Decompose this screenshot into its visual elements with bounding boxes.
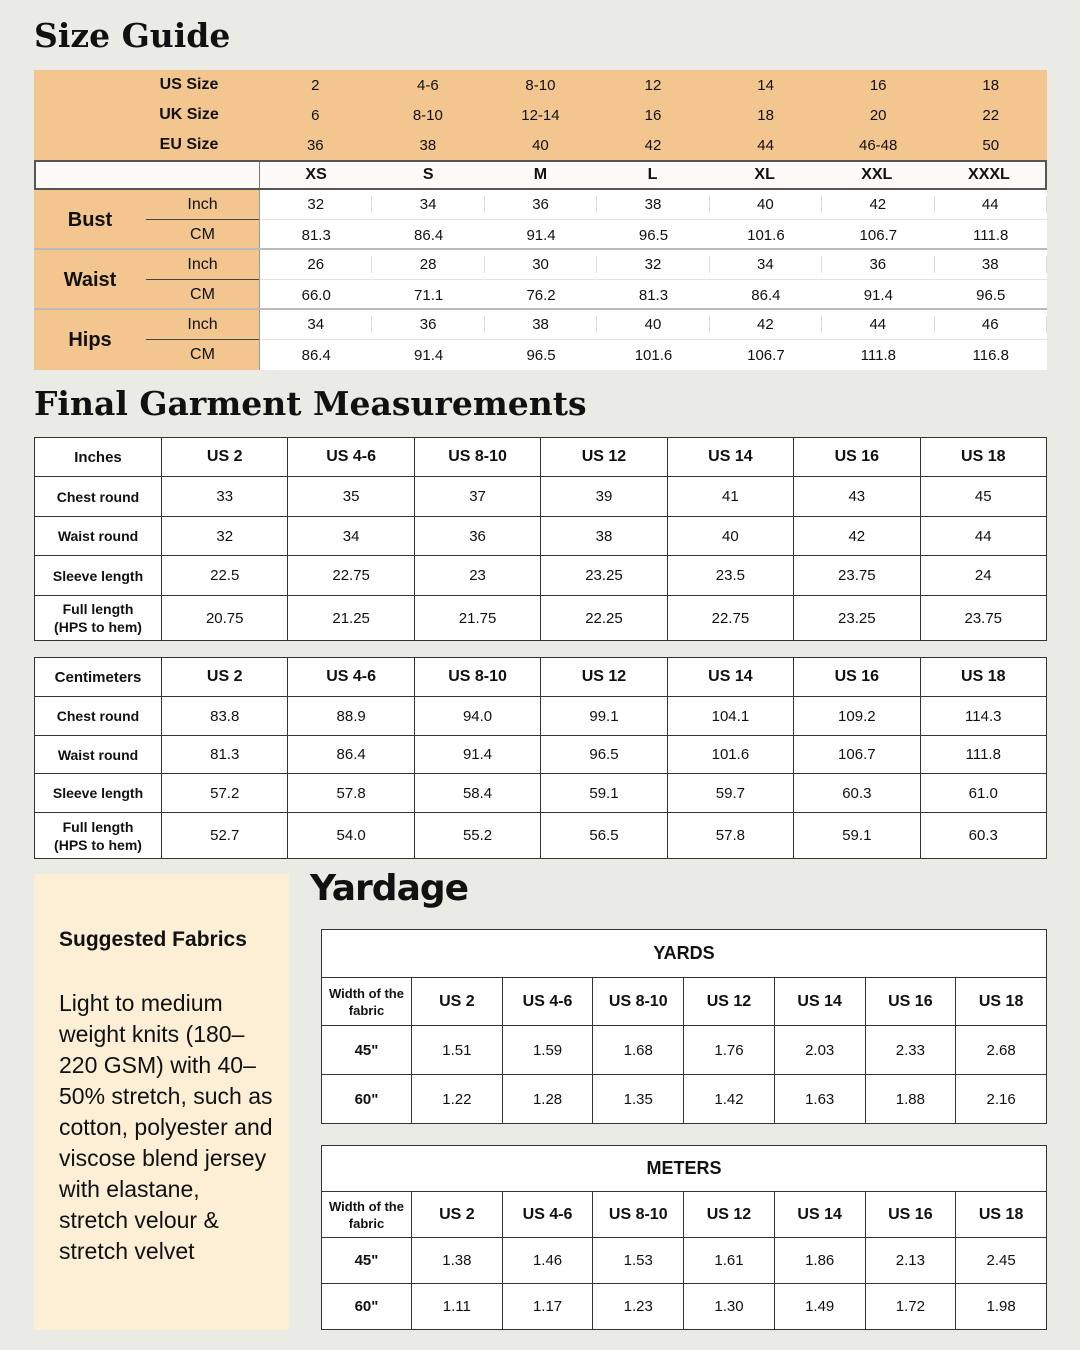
cell: 37 (414, 477, 540, 517)
cell: 40 (667, 517, 793, 556)
measure-name: Bust (67, 208, 113, 231)
row-label-line: Full length (62, 601, 134, 617)
cell: 36 (414, 517, 540, 556)
cell: 91.4 (414, 346, 444, 364)
cell: 12-14 (521, 106, 560, 124)
cell: 22.25 (541, 596, 667, 641)
yardage-caption: YARDS (322, 930, 1047, 978)
cell: 42 (710, 316, 822, 333)
cell: 23.5 (667, 556, 793, 596)
letter-size: XL (754, 166, 775, 183)
cell: 36 (822, 256, 934, 273)
width-label-line: Width of the (329, 1198, 404, 1214)
cell: 54.0 (288, 813, 414, 859)
row-label-line: Waist round (57, 528, 139, 544)
size-guide-title: Size Guide (34, 16, 231, 55)
cell: 1.53 (593, 1238, 684, 1284)
size-header: US 14 (774, 978, 865, 1026)
uk-size-row (34, 100, 1047, 130)
table-row (35, 477, 1047, 517)
cell: 58.4 (414, 774, 540, 813)
table-row (35, 556, 1047, 596)
cell: 36 (306, 136, 324, 154)
row-label: UK Size (159, 106, 219, 123)
cell: 111.8 (860, 346, 896, 364)
cell: 114.3 (920, 697, 1046, 736)
table-row (35, 697, 1047, 736)
unit-label: CM (190, 286, 215, 303)
size-header: US 4-6 (288, 438, 414, 477)
cell: 33 (162, 477, 288, 517)
cell: 56.5 (541, 813, 667, 859)
cell: 1.38 (412, 1238, 503, 1284)
cell: 1.63 (774, 1075, 865, 1124)
size-header: US 2 (412, 1192, 503, 1238)
cell: 2.03 (774, 1026, 865, 1075)
cell: 101.6 (634, 346, 673, 364)
cell: 86.4 (414, 226, 444, 244)
row-label (35, 477, 162, 517)
header-row (322, 978, 1047, 1026)
cell: 46-48 (858, 136, 898, 154)
cell: 1.11 (412, 1284, 503, 1330)
cell: 106.7 (747, 346, 785, 364)
cell: 20 (869, 106, 887, 124)
unit-header: Centimeters (35, 658, 162, 697)
table-row (35, 736, 1047, 774)
cell: 22 (982, 106, 1000, 124)
yardage-yards-table (321, 929, 1047, 1124)
cell: 8-10 (525, 76, 556, 94)
cell: 61.0 (920, 774, 1046, 813)
cell: 1.42 (684, 1075, 775, 1124)
cell: 44 (822, 316, 934, 333)
cell: 32 (260, 196, 372, 213)
letter-size: S (422, 166, 434, 183)
unit-label: CM (190, 226, 215, 243)
cell: 1.51 (412, 1026, 503, 1075)
cell: 96.5 (976, 286, 1006, 304)
cell: 1.22 (412, 1075, 503, 1124)
row-label-line: Sleeve length (52, 785, 144, 801)
cell: 16 (869, 76, 887, 94)
cell: 16 (644, 106, 662, 124)
cell: 14 (757, 76, 774, 94)
cell: 2.68 (956, 1026, 1047, 1075)
cell: 55.2 (414, 813, 540, 859)
row-label (35, 774, 162, 813)
row-label-line: (HPS to hem) (54, 836, 142, 853)
cell: 1.72 (865, 1284, 956, 1330)
cell: 4-6 (417, 76, 439, 94)
cell: 26 (260, 256, 372, 273)
letter-size: L (647, 166, 658, 183)
cell: 81.3 (638, 286, 669, 304)
cell: 20.75 (162, 596, 288, 641)
measure-name: Waist (63, 268, 117, 291)
unit-label: CM (190, 346, 215, 363)
size-header: US 18 (920, 438, 1046, 477)
size-header: US 12 (684, 978, 775, 1026)
cell: 59.1 (541, 774, 667, 813)
size-header: US 14 (774, 1192, 865, 1238)
cell: 1.17 (502, 1284, 593, 1330)
row-label (35, 556, 162, 596)
size-header: US 18 (956, 1192, 1047, 1238)
suggested-fabrics-panel (34, 874, 289, 1330)
cell: 1.76 (684, 1026, 775, 1075)
cell: 1.98 (956, 1284, 1047, 1330)
size-header: US 18 (920, 658, 1046, 697)
cell: 22.75 (667, 596, 793, 641)
cell: 52.7 (162, 813, 288, 859)
cell: 2.13 (865, 1238, 956, 1284)
cell: 57.8 (288, 774, 414, 813)
cell: 6 (311, 106, 320, 124)
row-label: 45" (322, 1026, 412, 1075)
cell: 36 (485, 196, 597, 213)
cell: 44 (935, 196, 1047, 213)
garment-title: Final Garment Measurements (34, 384, 587, 423)
cell: 24 (920, 556, 1046, 596)
size-header: US 2 (412, 978, 503, 1026)
cell: 44 (920, 517, 1046, 556)
cell: 94.0 (414, 697, 540, 736)
cell: 23.75 (920, 596, 1046, 641)
cell: 38 (935, 256, 1047, 273)
cell: 1.59 (502, 1026, 593, 1075)
cell: 111.8 (973, 226, 1009, 244)
cell: 96.5 (526, 346, 556, 364)
cell: 34 (288, 517, 414, 556)
cell: 111.8 (920, 736, 1046, 774)
row-label-line: Waist round (57, 746, 139, 763)
row-label-line: Full length (62, 818, 134, 835)
cell: 109.2 (794, 697, 920, 736)
cell: 34 (260, 316, 372, 333)
cell: 101.6 (747, 226, 785, 244)
garment-cm-table (34, 657, 1047, 859)
unit-label: Inch (187, 196, 218, 213)
cell: 38 (541, 517, 667, 556)
unit-header: Inches (35, 438, 162, 477)
measure-block-bust (34, 190, 1047, 250)
cell: 23.25 (541, 556, 667, 596)
unit-label: Inch (187, 256, 218, 273)
cell: 104.1 (667, 697, 793, 736)
cell: 40 (597, 316, 709, 333)
cell: 38 (419, 136, 437, 154)
fabrics-heading: Suggested Fabrics (59, 928, 247, 951)
cell: 42 (822, 196, 934, 213)
cell: 1.28 (502, 1075, 593, 1124)
measure-block-waist (34, 250, 1047, 310)
size-header: US 4-6 (502, 978, 593, 1026)
cell: 50 (982, 136, 1000, 154)
size-header: US 18 (956, 978, 1047, 1026)
fabrics-text: Light to medium weight knits (180–220 GSM) with 40–50% stretch, such as cotton, polyester and viscose blend jersey with elastane, stretch velour & stretch velvet (59, 990, 273, 1264)
cell: 36 (372, 316, 484, 333)
cell: 60.3 (920, 813, 1046, 859)
width-label-line: fabric (348, 1002, 385, 1018)
size-header: US 14 (667, 438, 793, 477)
eu-size-row (34, 130, 1047, 160)
size-header: US 16 (794, 438, 920, 477)
us-size-row (34, 70, 1047, 100)
cell: 71.1 (414, 286, 444, 304)
cell: 30 (485, 256, 597, 273)
size-header: US 12 (541, 438, 667, 477)
cell: 2.16 (956, 1075, 1047, 1124)
row-label (35, 697, 162, 736)
cell: 91.4 (526, 226, 556, 244)
cell: 2.45 (956, 1238, 1047, 1284)
row-label-line: Chest round (56, 488, 140, 505)
cell: 81.3 (162, 736, 288, 774)
row-label (35, 596, 162, 641)
cell: 106.7 (794, 736, 920, 774)
cell: 66.0 (301, 286, 331, 304)
cell: 88.9 (288, 697, 414, 736)
cell: 60.3 (794, 774, 920, 813)
cell: 1.46 (502, 1238, 593, 1284)
cell: 1.68 (593, 1026, 684, 1075)
size-header: US 4-6 (502, 1192, 593, 1238)
cell: 21.75 (414, 596, 540, 641)
row-label-line: Sleeve length (52, 567, 144, 584)
header-row (322, 1192, 1047, 1238)
cell: 86.4 (751, 286, 781, 304)
cell: 32 (162, 517, 288, 556)
cell: 45 (920, 477, 1046, 517)
row-label: 60" (322, 1075, 412, 1124)
cell: 12 (644, 76, 662, 94)
cell: 42 (644, 136, 662, 154)
table-row (35, 813, 1047, 859)
cell: 116.8 (972, 346, 1009, 364)
cell: 86.4 (288, 736, 414, 774)
table-row (35, 774, 1047, 813)
cell: 1.30 (684, 1284, 775, 1330)
cell: 1.23 (593, 1284, 684, 1330)
table-row (322, 1284, 1047, 1330)
table-row (35, 517, 1047, 556)
cell: 1.88 (865, 1075, 956, 1124)
cell: 83.8 (162, 697, 288, 736)
cell: 99.1 (541, 697, 667, 736)
cell: 18 (982, 76, 1000, 94)
yardage-caption: METERS (322, 1146, 1047, 1192)
cell: 40 (532, 136, 549, 154)
cell: 39 (541, 477, 667, 517)
size-header: US 16 (865, 978, 956, 1026)
cell: 38 (485, 316, 597, 333)
cell: 81.3 (301, 226, 331, 244)
garment-inches-table (34, 437, 1047, 641)
cell: 96.5 (541, 736, 667, 774)
cell: 101.6 (667, 736, 793, 774)
size-header: US 2 (162, 658, 288, 697)
unit-label: Inch (187, 316, 218, 333)
width-label (322, 1192, 412, 1238)
yardage-meters-table (321, 1145, 1047, 1330)
size-header: US 8-10 (593, 1192, 684, 1238)
size-header: US 8-10 (414, 658, 540, 697)
cell: 1.61 (684, 1238, 775, 1284)
row-label: EU Size (159, 136, 219, 153)
size-header: US 2 (162, 438, 288, 477)
cell: 32 (597, 256, 709, 273)
cell: 1.35 (593, 1075, 684, 1124)
table-row (322, 1026, 1047, 1075)
row-label: 45" (322, 1238, 412, 1284)
table-row (322, 1238, 1047, 1284)
letter-size: XXXL (968, 166, 1010, 183)
size-header: US 16 (794, 658, 920, 697)
cell: 91.4 (863, 286, 893, 304)
size-header: US 4-6 (288, 658, 414, 697)
cell: 1.86 (774, 1238, 865, 1284)
cell: 96.5 (638, 226, 669, 244)
size-guide-table (34, 70, 1047, 370)
cell: 46 (935, 316, 1047, 333)
cell: 91.4 (414, 736, 540, 774)
row-label (35, 736, 162, 774)
cell: 34 (710, 256, 822, 273)
size-header: US 16 (865, 1192, 956, 1238)
cell: 40 (710, 196, 822, 213)
cell: 2 (311, 76, 320, 94)
measure-block-hips (34, 310, 1047, 370)
table-row (322, 1075, 1047, 1124)
size-header: US 12 (684, 1192, 775, 1238)
letter-size-row (34, 160, 1047, 190)
letter-size: M (533, 166, 548, 183)
size-header: US 8-10 (414, 438, 540, 477)
header-row (35, 438, 1047, 477)
cell: 59.7 (667, 774, 793, 813)
cell: 42 (794, 517, 920, 556)
row-label (35, 813, 162, 859)
cell: 1.49 (774, 1284, 865, 1330)
cell: 22.5 (162, 556, 288, 596)
table-row (35, 596, 1047, 641)
cell: 76.2 (526, 286, 556, 304)
cell: 8-10 (412, 106, 443, 124)
cell: 21.25 (288, 596, 414, 641)
cell: 44 (757, 136, 774, 154)
size-header: US 8-10 (593, 978, 684, 1026)
cell: 22.75 (288, 556, 414, 596)
yardage-title: Yardage (310, 868, 469, 909)
cell: 38 (597, 196, 709, 213)
cell: 86.4 (301, 346, 331, 364)
row-label-line: Chest round (56, 708, 140, 724)
cell: 59.1 (794, 813, 920, 859)
width-label (322, 978, 412, 1026)
cell: 23.75 (794, 556, 920, 596)
row-label: US Size (159, 76, 219, 93)
measure-name: Hips (68, 328, 112, 351)
size-header: US 12 (541, 658, 667, 697)
cell: 41 (667, 477, 793, 517)
row-label-line: (HPS to hem) (54, 619, 142, 635)
letter-size: XXL (861, 166, 893, 183)
cell: 57.8 (667, 813, 793, 859)
row-label (35, 517, 162, 556)
cell: 34 (372, 196, 484, 213)
header-row (35, 658, 1047, 697)
row-label: 60" (322, 1284, 412, 1330)
cell: 23 (414, 556, 540, 596)
cell: 28 (372, 256, 484, 273)
cell: 2.33 (865, 1026, 956, 1075)
width-label-line: fabric (348, 1215, 385, 1231)
cell: 35 (288, 477, 414, 517)
cell: 57.2 (162, 774, 288, 813)
size-conversion-header (34, 70, 1047, 160)
size-header: US 14 (667, 658, 793, 697)
cell: 106.7 (859, 226, 898, 244)
cell: 23.25 (794, 596, 920, 641)
cell: 18 (757, 106, 774, 124)
cell: 43 (794, 477, 920, 517)
letter-size: XS (305, 166, 327, 183)
width-label-line: Width of the (329, 985, 404, 1001)
